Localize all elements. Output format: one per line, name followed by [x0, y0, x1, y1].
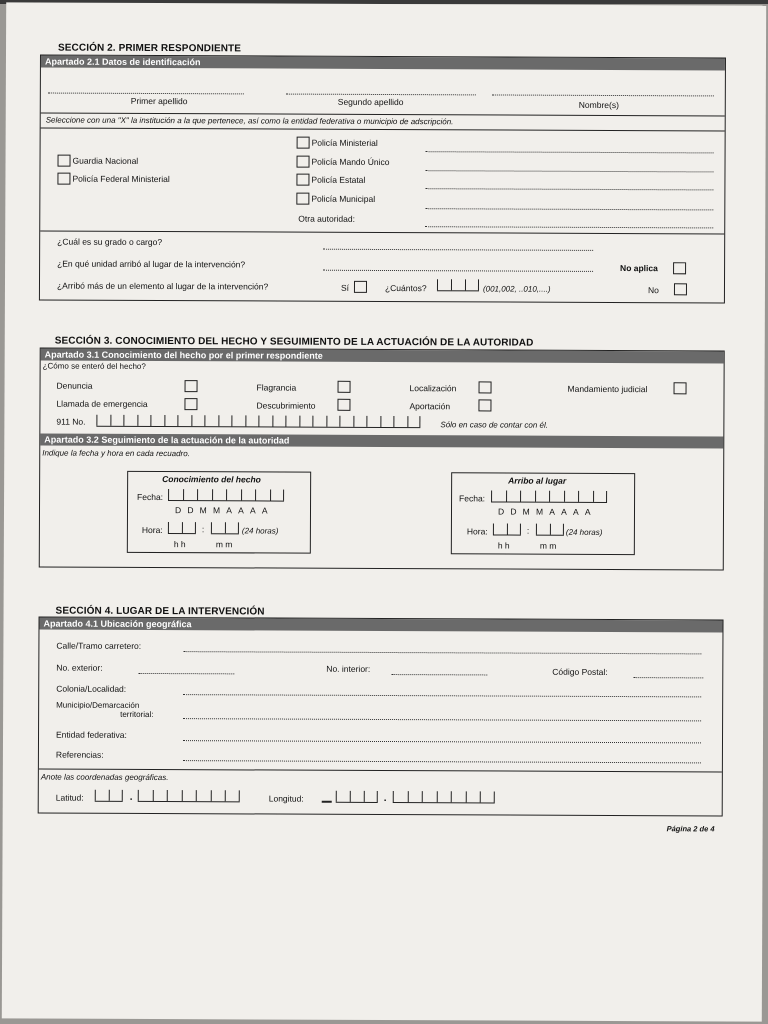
apartado-4-1-header: Apartado 4.1 Ubicación geográfica: [39, 617, 722, 632]
colon-2: :: [526, 525, 530, 536]
label-referencias: Referencias:: [55, 749, 104, 760]
municipio-line-1: Municipio/Demarcación: [56, 700, 140, 710]
latitud-point: .: [129, 791, 133, 803]
label-no-aplica: No aplica: [620, 263, 658, 274]
checkbox-guardia-nacional[interactable]: [58, 155, 71, 167]
checkbox-descubrimiento[interactable]: [337, 399, 350, 411]
label-como-se-entero: ¿Cómo se enteró del hecho?: [42, 361, 146, 371]
label-guardia-nacional: Guardia Nacional: [72, 155, 139, 166]
checkbox-denuncia[interactable]: [185, 380, 198, 392]
section-2-title: SECCIÓN 2. PRIMER RESPONDIENTE: [57, 42, 242, 55]
label-policia-mando-unico: Policía Mando Único: [311, 156, 390, 168]
label-no-exterior: No. exterior:: [56, 662, 103, 673]
label-si: Sí: [340, 282, 350, 293]
label-descubrimiento: Descubrimiento: [256, 400, 316, 411]
mm-format-1: m m: [215, 539, 233, 550]
hh-format-1: h h: [173, 539, 186, 550]
label-arribo-mas-elementos: ¿Arribó más de un elemento al lugar de la intervención?: [56, 280, 269, 292]
label-colonia: Colonia/Localidad:: [56, 683, 127, 694]
apartado-3-1-header: Apartado 3.1 Conocimiento del hecho por el primer respondiente: [41, 349, 724, 364]
label-localizacion: Localización: [409, 383, 457, 394]
label-policia-municipal: Policía Municipal: [311, 193, 376, 204]
hora-hint-1: (24 horas): [241, 526, 279, 536]
fecha-format-1: DDMMAAAA: [174, 505, 274, 516]
label-cuantos: ¿Cuántos?: [384, 283, 427, 294]
911-cells[interactable]: [96, 415, 420, 428]
label-flagrancia: Flagrancia: [256, 382, 297, 393]
fecha-format-2: DDMMAAAA: [497, 506, 597, 517]
label-entidad: Entidad federativa:: [56, 729, 127, 740]
label-fecha-1: Fecha:: [137, 491, 164, 503]
label-coordenadas: Anote las coordenadas geográficas.: [40, 772, 169, 783]
longitud-point: .: [383, 793, 387, 805]
label-no-interior: No. interior:: [326, 663, 371, 674]
longitud-int-cells[interactable]: [336, 791, 378, 803]
checkbox-localizacion[interactable]: [479, 381, 492, 393]
checkbox-policia-federal-ministerial[interactable]: [57, 173, 70, 185]
fecha-cells-2[interactable]: [491, 490, 607, 503]
checkbox-no[interactable]: [674, 283, 687, 295]
label-policia-ministerial: Policía Ministerial: [311, 137, 378, 148]
label-fecha-2: Fecha:: [459, 493, 486, 504]
checkbox-policia-municipal[interactable]: [296, 193, 309, 205]
checkbox-aportacion[interactable]: [478, 399, 491, 411]
arribo-title: Arribo al lugar: [508, 475, 567, 486]
page-number: Página 2 de 4: [666, 824, 715, 834]
label-unidad-arribo: ¿En qué unidad arribó al lugar de la intervención?: [57, 258, 246, 270]
911-hint: Sólo en caso de contar con él.: [440, 420, 549, 430]
label-codigo-postal: Código Postal:: [552, 666, 608, 677]
checkbox-policia-ministerial[interactable]: [297, 137, 310, 149]
hora-hh-cells-1[interactable]: [168, 522, 196, 534]
hora-hint-2: (24 horas): [565, 527, 603, 537]
latitud-int-cells[interactable]: [95, 790, 123, 802]
checkbox-policia-mando-unico[interactable]: [297, 156, 310, 168]
label-policia-estatal: Policía Estatal: [311, 174, 366, 185]
conocimiento-title: Conocimiento del hecho: [162, 474, 261, 485]
label-otra-autoridad: Otra autoridad:: [298, 213, 356, 224]
label-latitud: Latitud:: [55, 792, 84, 803]
label-hora-2: Hora:: [466, 526, 488, 537]
label-grado-cargo: ¿Cuál es su grado o cargo?: [57, 236, 163, 248]
checkbox-no-aplica[interactable]: [673, 262, 686, 274]
latitud-dec-cells[interactable]: [138, 790, 240, 802]
label-policia-federal-ministerial: Policía Federal Ministerial: [72, 173, 170, 185]
checkbox-llamada[interactable]: [184, 398, 197, 410]
checkbox-si[interactable]: [354, 281, 367, 293]
section-4-title: SECCIÓN 4. LUGAR DE LA INTERVENCIÓN: [55, 605, 265, 618]
label-llamada: Llamada de emergencia: [56, 398, 148, 409]
apartado-3-2-header: Apartado 3.2 Seguimiento de la actuación de la autoridad: [40, 433, 723, 448]
label-municipio: [56, 701, 153, 719]
label-no: No: [647, 285, 659, 296]
primer-apellido-label: Primer apellido: [130, 95, 188, 107]
hh-format-2: h h: [497, 540, 510, 551]
label-mandamiento: Mandamiento judicial: [567, 383, 648, 395]
segundo-apellido-label: Segundo apellido: [337, 96, 404, 108]
cuantos-cells[interactable]: [437, 279, 479, 291]
hora-mm-cells-2[interactable]: [536, 524, 564, 536]
label-indique-fecha: Indique la fecha y hora en cada recuadro.: [42, 448, 190, 459]
municipio-line-2: territorial:: [120, 709, 154, 719]
checkbox-policia-estatal[interactable]: [296, 174, 309, 186]
section-3-title: SECCIÓN 3. CONOCIMIENTO DEL HECHO Y SEGUIMIENTO DE LA ACTUACIÓN DE LA AUTORIDAD: [54, 335, 534, 349]
longitud-dec-cells[interactable]: [393, 791, 495, 803]
longitud-minus: [322, 801, 332, 803]
apartado-2-1-header: Apartado 2.1 Datos de identificación: [41, 55, 725, 70]
hora-hh-cells-2[interactable]: [493, 523, 521, 535]
label-911: 911 No.: [56, 416, 86, 427]
mm-format-2: m m: [539, 540, 557, 551]
checkbox-flagrancia[interactable]: [338, 381, 351, 393]
fecha-cells-1[interactable]: [168, 489, 284, 502]
label-longitud: Longitud:: [268, 793, 304, 804]
label-aportacion: Aportación: [409, 401, 451, 412]
checkbox-mandamiento[interactable]: [674, 382, 687, 394]
label-calle: Calle/Tramo carretero:: [56, 640, 142, 651]
form-page: [2, 2, 766, 1021]
cuantos-hint: (001,002, ..010,....): [482, 284, 551, 294]
colon-1: :: [201, 524, 205, 535]
nombres-label: Nombre(s): [578, 99, 619, 111]
instruction-seleccione: Seleccione con una "X" la institución a la que pertenece, así como la entidad federativa o municipio de adscripción.: [45, 115, 454, 127]
label-hora-1: Hora:: [141, 524, 163, 536]
label-denuncia: Denuncia: [56, 380, 93, 391]
hora-mm-cells-1[interactable]: [211, 522, 239, 534]
